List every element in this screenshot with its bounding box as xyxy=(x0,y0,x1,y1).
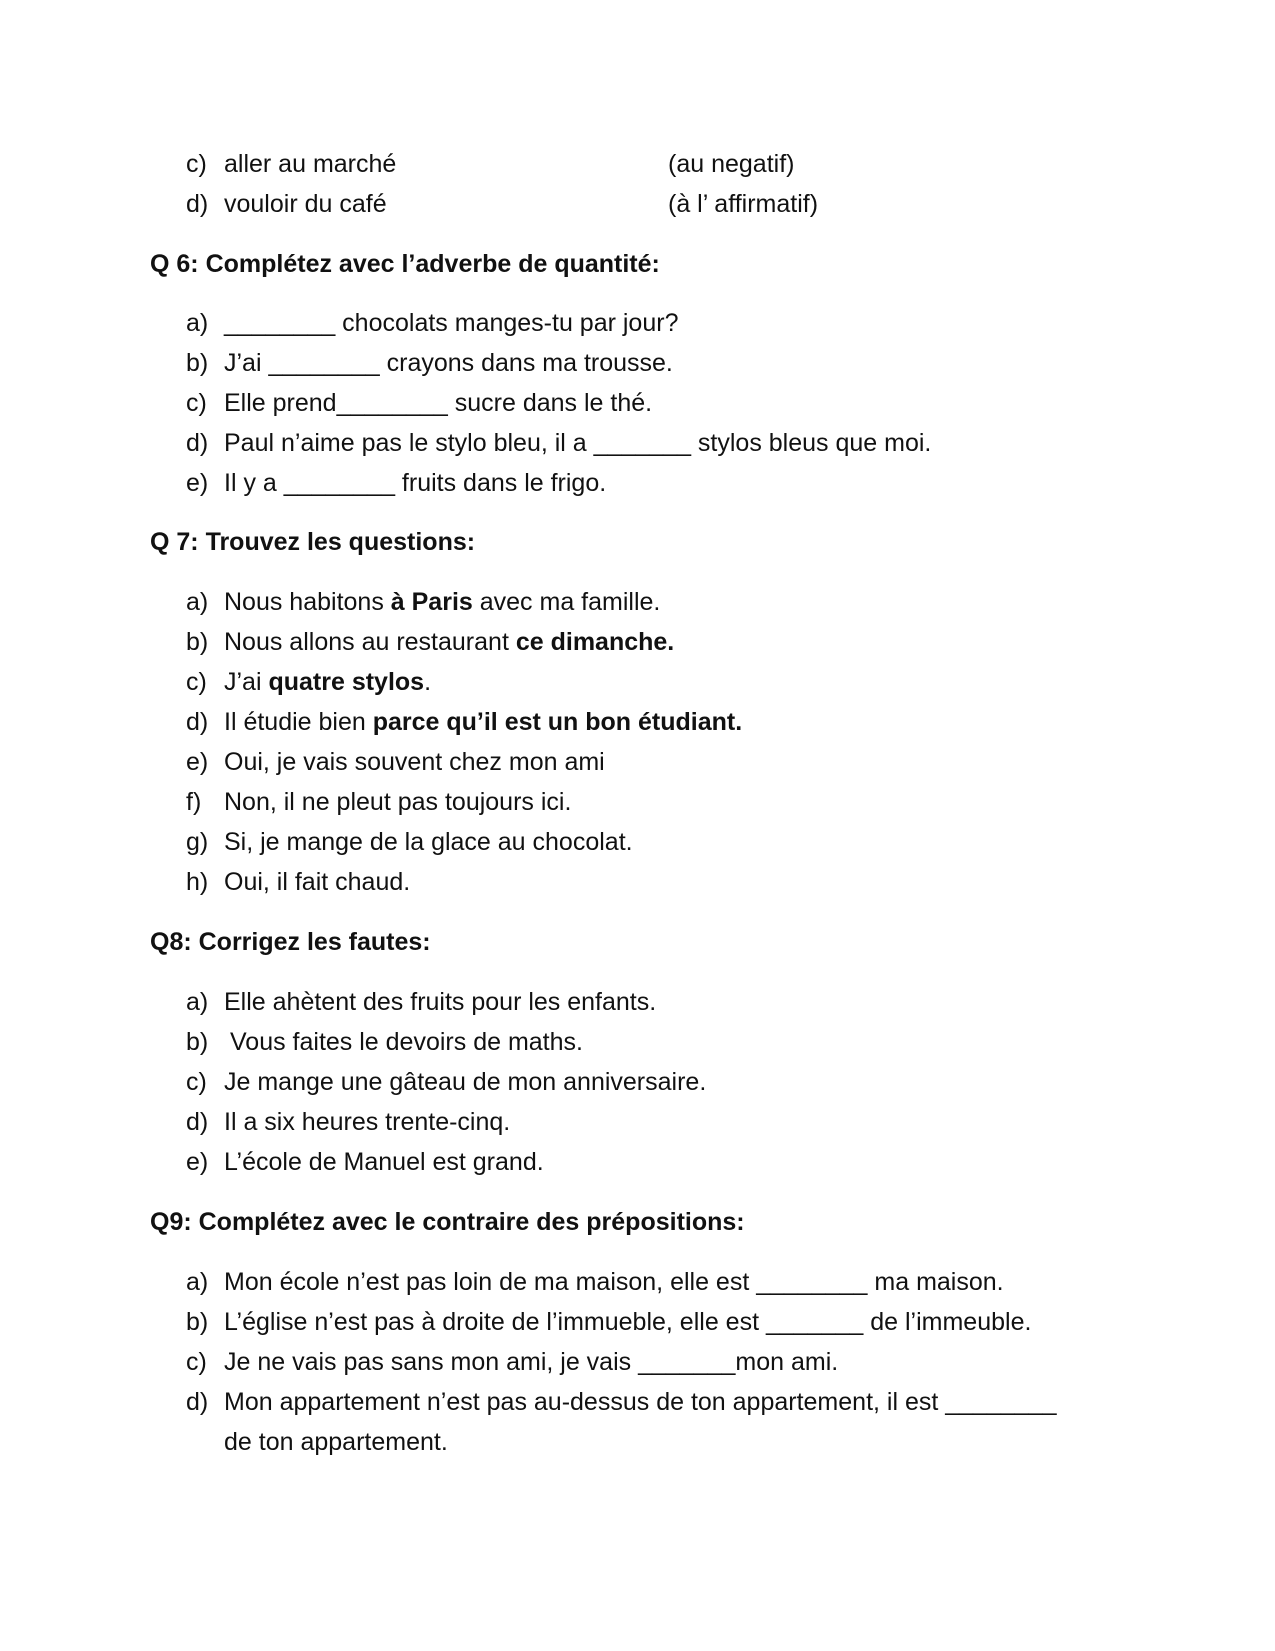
emphasis: à Paris xyxy=(390,588,473,616)
item-text: Paul n’aime pas le stylo bleu, il a _______ stylos bleus que moi. xyxy=(224,429,932,457)
item-label: b) xyxy=(186,1028,209,1056)
emphasis: parce qu’il est un bon étudiant. xyxy=(372,708,743,736)
item-label: b) xyxy=(186,628,209,656)
item-text: Il a six heures trente-cinq. xyxy=(224,1108,511,1136)
item-label: d) xyxy=(186,190,209,218)
question-7-title: Q 7: Trouvez les questions: xyxy=(150,528,476,556)
item-label: c) xyxy=(186,1348,207,1376)
item-text: Elle ahètent des fruits pour les enfants. xyxy=(224,988,657,1016)
item-text: de ton appartement. xyxy=(224,1428,448,1456)
item-label: c) xyxy=(186,150,207,178)
item-text: L’école de Manuel est grand. xyxy=(224,1148,544,1176)
item-label: a) xyxy=(186,988,209,1016)
item-label: c) xyxy=(186,389,207,417)
question-8-title: Q8: Corrigez les fautes: xyxy=(150,928,431,956)
item-text: Oui, il fait chaud. xyxy=(224,868,411,896)
item-label: d) xyxy=(186,1108,209,1136)
item-label: b) xyxy=(186,349,209,377)
item-label: e) xyxy=(186,1148,209,1176)
item-label: f) xyxy=(186,788,202,816)
item-text: Non, il ne pleut pas toujours ici. xyxy=(224,788,572,816)
item-label: e) xyxy=(186,469,209,497)
item-text: J’ai quatre stylos. xyxy=(224,668,432,696)
item-text: Mon école n’est pas loin de ma maison, elle est ________ ma maison. xyxy=(224,1268,1004,1296)
emphasis: ce dimanche. xyxy=(515,628,675,656)
item-label: b) xyxy=(186,1308,209,1336)
item-text: Je ne vais pas sans mon ami, je vais _______mon ami. xyxy=(224,1348,839,1376)
item-text: Elle prend________ sucre dans le thé. xyxy=(224,389,653,417)
item-label: d) xyxy=(186,429,209,457)
item-label: g) xyxy=(186,828,209,856)
item-note: (au negatif) xyxy=(668,150,795,178)
item-label: a) xyxy=(186,588,209,616)
item-note: (à l’ affirmatif) xyxy=(668,190,819,218)
item-text: Je mange une gâteau de mon anniversaire. xyxy=(224,1068,707,1096)
item-label: c) xyxy=(186,1068,207,1096)
item-label: h) xyxy=(186,868,209,896)
question-9-title: Q9: Complétez avec le contraire des prépositions: xyxy=(150,1208,745,1236)
item-text: L’église n’est pas à droite de l’immueble, elle est _______ de l’immeuble. xyxy=(224,1308,1032,1336)
item-text: ________ chocolats manges-tu par jour? xyxy=(224,309,679,337)
item-text: Vous faites le devoirs de maths. xyxy=(230,1028,583,1056)
item-label: a) xyxy=(186,309,209,337)
item-label: a) xyxy=(186,1268,209,1296)
question-6-title: Q 6: Complétez avec l’adverbe de quantité: xyxy=(150,250,660,278)
item-label: e) xyxy=(186,748,209,776)
item-text: Nous allons au restaurant ce dimanche. xyxy=(224,628,675,656)
item-label: d) xyxy=(186,708,209,736)
item-text: J’ai ________ crayons dans ma trousse. xyxy=(224,349,673,377)
item-text: aller au marché xyxy=(224,150,397,178)
item-text: Nous habitons à Paris avec ma famille. xyxy=(224,588,661,616)
item-text: Si, je mange de la glace au chocolat. xyxy=(224,828,633,856)
item-text: Oui, je vais souvent chez mon ami xyxy=(224,748,605,776)
item-text: Il étudie bien parce qu’il est un bon étudiant. xyxy=(224,708,743,736)
item-label: c) xyxy=(186,668,207,696)
emphasis: quatre stylos xyxy=(268,668,425,696)
item-text: vouloir du café xyxy=(224,190,387,218)
item-label: d) xyxy=(186,1388,209,1416)
item-text: Il y a ________ fruits dans le frigo. xyxy=(224,469,607,497)
item-text: Mon appartement n’est pas au-dessus de ton appartement, il est ________ xyxy=(224,1388,1057,1416)
